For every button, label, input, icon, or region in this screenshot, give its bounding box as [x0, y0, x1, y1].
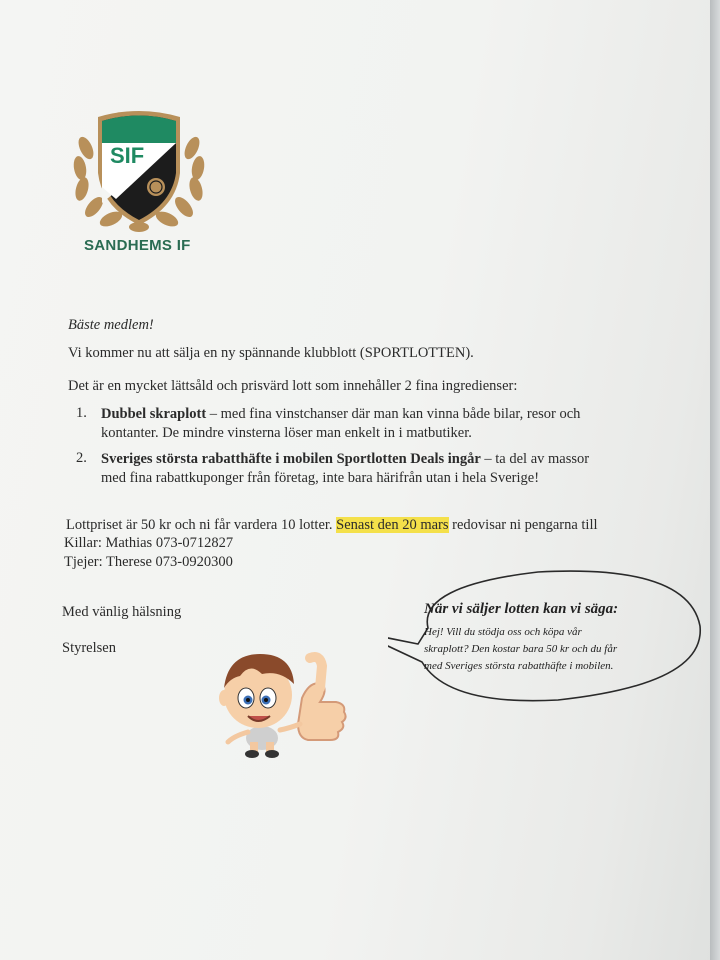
club-logo	[66, 103, 212, 235]
thumbs-up-boy-icon	[210, 640, 360, 760]
list-item-line	[101, 405, 580, 424]
list-item-number: 1.	[76, 405, 87, 421]
deadline-rest: redovisar ni pengarna till	[448, 517, 598, 533]
bubble-line: skraplott? Den kostar bara 50 kr och du får	[424, 643, 618, 655]
list-item-bold: Dubbel skraplott	[101, 406, 207, 422]
bubble-line: Hej! Vill du stödja oss och köpa vår	[424, 626, 582, 638]
list-item-rest: – med fina vinstchanser där man kan vinna både bilar, resor och	[206, 406, 581, 422]
contact-girls: Tjejer: Therese 073-0920300	[64, 554, 233, 570]
list-item-rest: – ta del av massor	[480, 451, 590, 467]
greeting: Bäste medlem!	[68, 317, 154, 333]
list-item-number: 2.	[76, 450, 87, 466]
list-item-bold: Sveriges största rabatthäfte i mobilen Sportlotten Deals ingår	[101, 451, 481, 467]
logo-letters: SIF	[110, 143, 145, 168]
bubble-line: med Sveriges största rabatthäfte i mobilen.	[424, 660, 614, 672]
list-item-line	[101, 450, 589, 469]
price-line	[66, 516, 598, 535]
price-text: Lottpriset är 50 kr och ni får vardera 10 lotter.	[66, 517, 337, 533]
signature: Styrelsen	[62, 640, 116, 656]
deadline-highlight: Senast den 20 mars	[336, 517, 449, 533]
intro-text: Vi kommer nu att sälja en ny spännande klubblott (SPORTLOTTEN).	[68, 345, 474, 361]
background-edge	[710, 0, 720, 960]
closing: Med vänlig hälsning	[62, 604, 182, 620]
bubble-title: När vi säljer lotten kan vi säga:	[424, 601, 619, 617]
description-text: Det är en mycket lättsåld och prisvärd lott som innehåller 2 fina ingredienser:	[68, 378, 518, 394]
contact-boys: Killar: Mathias 073-0712827	[64, 535, 234, 551]
list-item-line2: kontanter. De mindre vinsterna löser man enkelt in i matbutiker.	[101, 425, 472, 441]
club-name: SANDHEMS IF	[84, 237, 191, 254]
list-item-line2: med fina rabattkuponger från företag, inte bara härifrån utan i hela Sverige!	[101, 470, 540, 486]
